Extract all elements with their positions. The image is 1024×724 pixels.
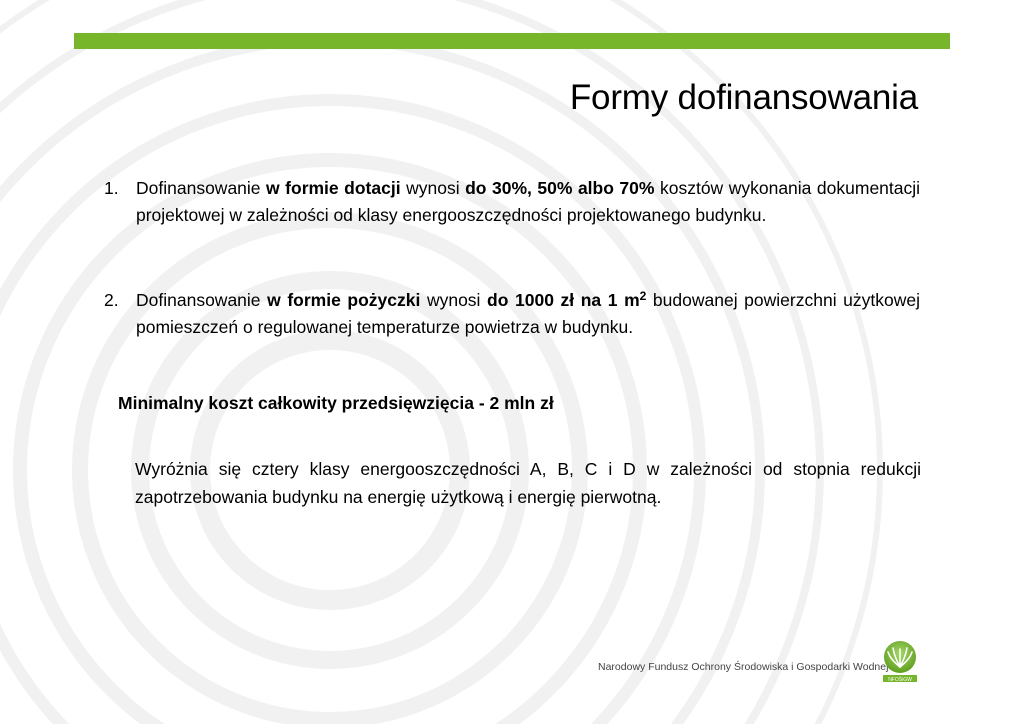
list-item-grant — [104, 175, 920, 229]
superscript: 2 — [639, 289, 647, 303]
bold-run: w formie pożyczki — [267, 290, 421, 310]
list-item-text — [136, 175, 920, 229]
bold-run: do 30%, 50% albo 70% — [465, 178, 655, 198]
bold-run: do 1000 zł na 1 m — [487, 290, 640, 310]
slide-title: Formy dofinansowania — [569, 78, 918, 117]
text-run: budowanej powierzchni użytkowej pomieszczeń o regulowanej temperaturze powietrza w budynku. — [136, 290, 921, 337]
footer-organization: Narodowy Fundusz Ochrony Środowiska i Gospodarki Wodnej — [598, 661, 889, 673]
text-run: wynosi — [400, 178, 466, 198]
list-item-loan — [104, 287, 920, 341]
text-run: Dofinansowanie — [136, 290, 268, 310]
top-accent-bar — [74, 33, 950, 49]
text-run: wynosi — [420, 290, 488, 310]
bold-run: w formie dotacji — [266, 178, 401, 198]
nfosigw-logo-icon — [880, 640, 920, 684]
energy-classes-paragraph: Wyróżnia się cztery klasy energooszczędności A, B, C i D w zależności od stopnia redukcji zapotrzebowania budynku na energię użytkową i energię pierwotną. — [135, 459, 921, 507]
logo-caption: NFOŚiGW — [888, 676, 912, 683]
list-number: 1. — [104, 178, 119, 198]
text-run: Dofinansowanie — [136, 178, 267, 198]
list-item-text — [136, 287, 920, 341]
list-number: 2. — [104, 290, 119, 310]
text-run: kosztów wykonania dokumentacji projektowej w zależności od klasy energooszczędności projektowanego budynku. — [136, 178, 921, 225]
minimum-cost-heading: Minimalny koszt całkowity przedsięwzięcia - 2 mln zł — [118, 393, 554, 413]
